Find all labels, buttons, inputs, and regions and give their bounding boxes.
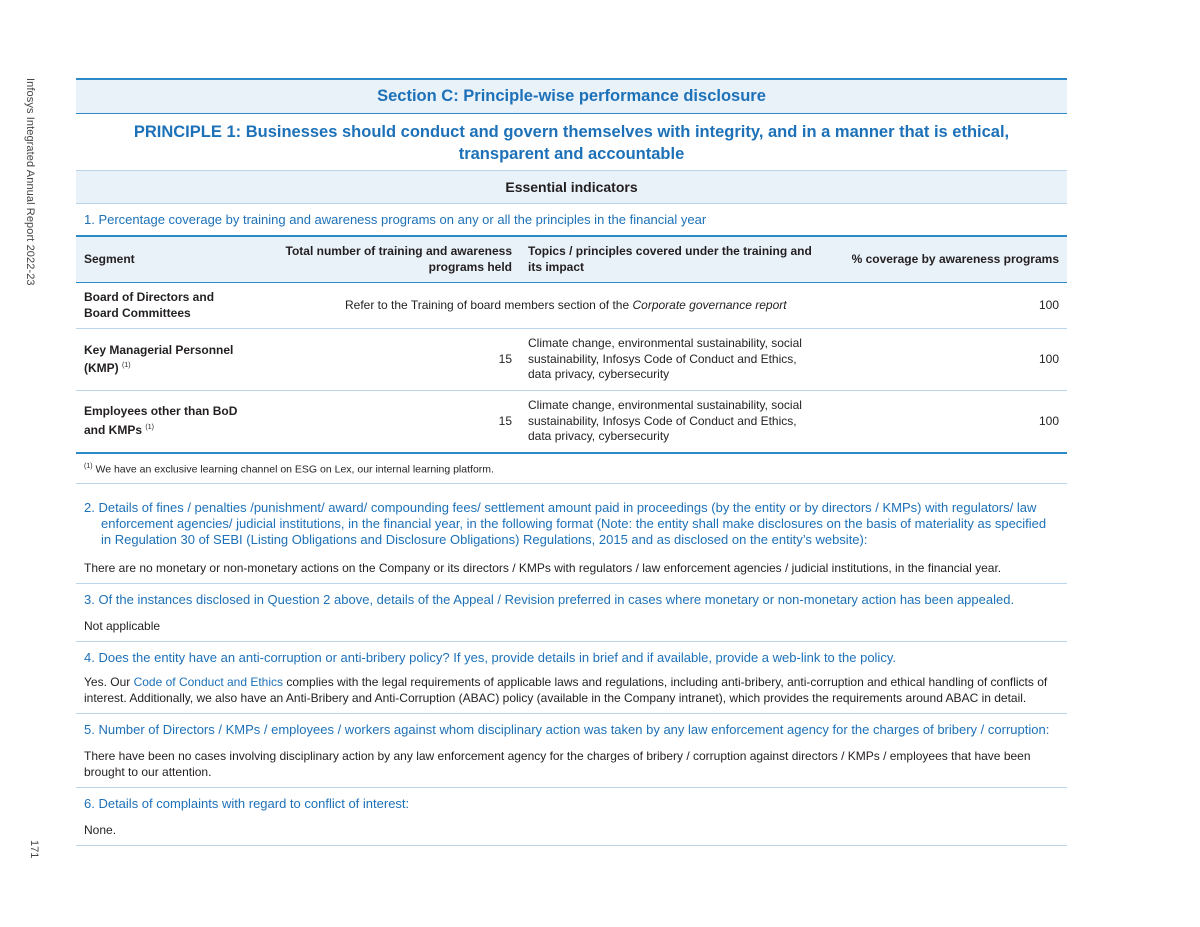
- topics-cell: Climate change, environmental sustainability, social sustainability, Infosys Code of Conduct and Ethics, data privacy, cybersecurity: [528, 336, 802, 382]
- question-3: 3. Of the instances disclosed in Question 2 above, details of the Appeal / Revision preferred in cases where monetary or non-monetary action has been appealed.: [84, 591, 1015, 607]
- question-5: 5. Number of Directors / KMPs / employees / workers against whom disciplinary action was taken by any law enforcement agency for the charges of bribery / corruption:: [84, 721, 1050, 737]
- question-6: 6. Details of complaints with regard to conflict of interest:: [84, 795, 410, 811]
- footnote-marker: (1): [84, 462, 93, 470]
- footnote-marker: (1): [122, 362, 131, 369]
- question-6-block: [76, 788, 1067, 846]
- footnote-text: We have an exclusive learning channel on ESG on Lex, our internal learning platform.: [95, 463, 494, 475]
- page-number: 171: [28, 840, 40, 859]
- topics-cell: Climate change, environmental sustainability, social sustainability, Infosys Code of Conduct and Ethics, data privacy, cybersecurity: [528, 398, 802, 443]
- programs-cell: 15: [498, 413, 512, 428]
- answer-5: There have been no cases involving disciplinary action by any law enforcement agency for the charges of bribery / corruption against directors / KMPs / employees that have been brought to our attention.: [84, 748, 1031, 779]
- question-3-block: [76, 584, 1067, 642]
- question-1: 1. Percentage coverage by training and awareness programs on any or all the principles in the financial year: [84, 212, 707, 227]
- table-footnote: [76, 454, 1067, 484]
- answer-4-prefix: Yes. Our: [84, 674, 134, 689]
- question-4-block: [76, 642, 1067, 714]
- coverage-cell: 100: [1038, 413, 1059, 428]
- principle-title: PRINCIPLE 1: Businesses should conduct and govern themselves with integrity, and in a manner that is ethical, transparent and accountable: [133, 123, 1010, 163]
- answer-4: [84, 674, 1059, 706]
- training-coverage-table: [76, 235, 1067, 454]
- table-header-row: [76, 236, 1067, 283]
- segment-label: Key Managerial Personnel (KMP): [84, 342, 234, 375]
- question-4: 4. Does the entity have an anti-corruption or anti-bribery policy? If yes, provide details in brief and if available, provide a web-link to the policy.: [84, 649, 896, 665]
- coverage-cell: 100: [1038, 351, 1059, 366]
- segment-label: Employees other than BoD and KMPs: [84, 404, 238, 437]
- col-header-topics: Topics / principles covered under the training and its impact: [528, 244, 812, 274]
- question-2: 2. Details of fines / penalties /punishment/ award/ compounding fees/ settlement amount paid in proceedings (by the entity or by directors / KMPs) with regulators/ law enforcement agencies/ judicial institutions, in the financial year, in the following format (Note: the entity shall make disclosures on the basis of materiality as specified in Regulation 30 of SEBI (Listing Obligations and Disclosure Obligations) Regulations, 2015 and as disclosed on the entity’s website):: [84, 499, 1047, 547]
- question-2-block: [76, 484, 1067, 584]
- answer-3: Not applicable: [84, 618, 161, 633]
- report-title-vertical: Infosys Integrated Annual Report 2022-23: [24, 78, 36, 286]
- answer-6: None.: [84, 822, 117, 837]
- col-header-coverage: % coverage by awareness programs: [851, 251, 1059, 266]
- answer-2: There are no monetary or non-monetary actions on the Company or its directors / KMPs with regulators / law enforcement agencies / judicial institutions, in the financial year.: [84, 560, 1002, 575]
- col-header-programs: Total number of training and awareness programs held: [285, 244, 512, 274]
- merged-reference-cell: [253, 283, 820, 329]
- answer-4-rest: complies with the legal requirements of applicable laws and regulations, including anti-bribery, anti-corruption and ethical handling of conflicts of interest. Additionally, we also have an Anti-Bribery and Anti-Corruption (ABAC) policy (available in the Company intranet), which provides the requirements around ABAC in detail.: [84, 674, 1048, 705]
- segment-cell: [76, 391, 253, 453]
- segment-cell: Board of Directors and Board Committees: [84, 290, 215, 320]
- essential-indicators-heading: Essential indicators: [76, 170, 1067, 204]
- table-row: [76, 283, 1067, 329]
- question-5-block: [76, 714, 1067, 788]
- code-of-conduct-link[interactable]: Code of Conduct and Ethics: [133, 674, 284, 689]
- footnote-marker: (1): [145, 423, 154, 431]
- coverage-cell: 100: [1038, 297, 1059, 312]
- programs-cell: 15: [498, 351, 512, 366]
- segment-cell: [76, 329, 253, 391]
- corporate-governance-report-ref: Corporate governance report: [632, 297, 787, 312]
- section-title: Section C: Principle-wise performance disclosure: [76, 78, 1067, 114]
- col-header-segment: Segment: [84, 251, 135, 266]
- reference-text: Refer to the Training of board members section of the: [345, 297, 633, 312]
- table-row: [76, 391, 1067, 453]
- table-row: [76, 329, 1067, 391]
- page-content: [76, 78, 1067, 846]
